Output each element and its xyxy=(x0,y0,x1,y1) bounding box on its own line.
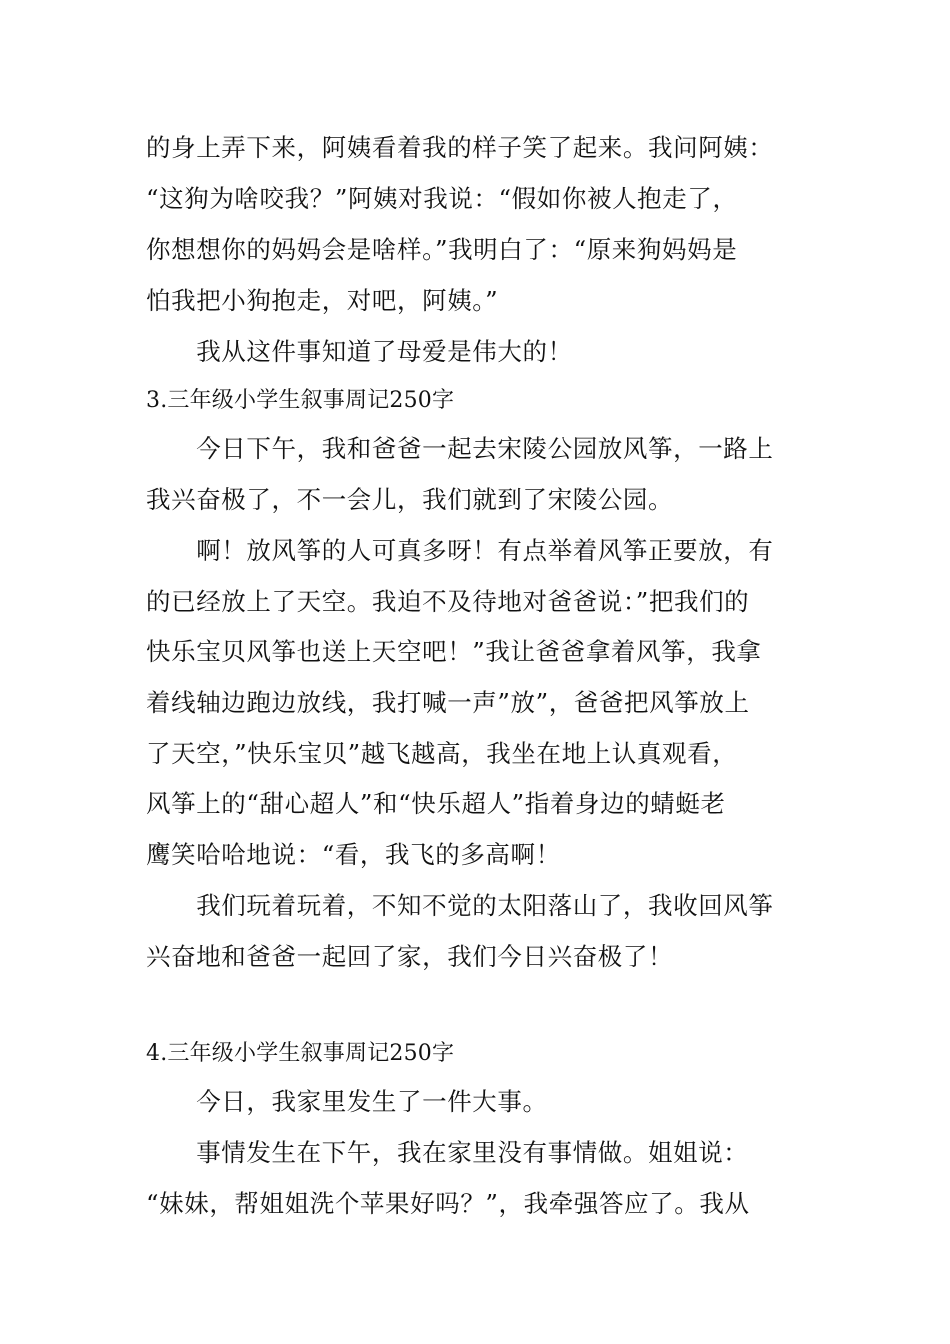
text-line: 着线轴边跑边放线，我打喊一声”放”，爸爸把风筝放上 xyxy=(146,688,750,717)
text-line: 兴奋地和爸爸一起回了家，我们今日兴奋极了！ xyxy=(146,942,674,971)
text-line: 今日下午，我和爸爸一起去宋陵公园放风筝，一路上 xyxy=(146,434,774,463)
text-line: “这狗为啥咬我？”阿姨对我说：“假如你被人抱走了， xyxy=(146,184,738,213)
text-line: “妹妹，帮姐姐洗个苹果好吗？”，我牵强答应了。我从 xyxy=(146,1189,750,1218)
text-line: 风筝上的“甜心超人”和“快乐超人”指着身边的蜻蜓老 xyxy=(146,789,726,818)
text-line: 了天空，”快乐宝贝”越飞越高，我坐在地上认真观看， xyxy=(146,739,738,768)
text-line: 今日，我家里发生了一件大事。 xyxy=(146,1087,548,1116)
text-line: 你想想你的妈妈会是啥样。”我明白了：“原来狗妈妈是 xyxy=(146,235,738,264)
text-line: 鹰笑哈哈地说：“看，我飞的多高啊！ xyxy=(146,840,561,869)
text-line: 我兴奋极了，不一会儿，我们就到了宋陵公园。 xyxy=(146,485,674,514)
text-line: 我们玩着玩着，不知不觉的太阳落山了，我收回风筝 xyxy=(146,891,774,920)
text-line: 事情发生在下午，我在家里没有事情做。姐姐说： xyxy=(146,1138,749,1167)
text-line: 快乐宝贝风筝也送上天空吧！”我让爸爸拿着风筝，我拿 xyxy=(146,637,762,666)
text-line: 啊！放风筝的人可真多呀！有点举着风筝正要放，有 xyxy=(146,536,774,565)
text-line: 怕我把小狗抱走，对吧，阿姨。” xyxy=(146,286,499,315)
text-line: 的已经放上了天空。我迫不及待地对爸爸说：”把我们的 xyxy=(146,587,750,616)
section-heading: 3.三年级小学生叙事周记250字 xyxy=(146,388,455,413)
text-line: 我从这件事知道了母爱是伟大的！ xyxy=(146,337,573,366)
text-line: 的身上弄下来，阿姨看着我的样子笑了起来。我问阿姨： xyxy=(146,133,774,162)
section-heading: 4.三年级小学生叙事周记250字 xyxy=(146,1041,455,1066)
